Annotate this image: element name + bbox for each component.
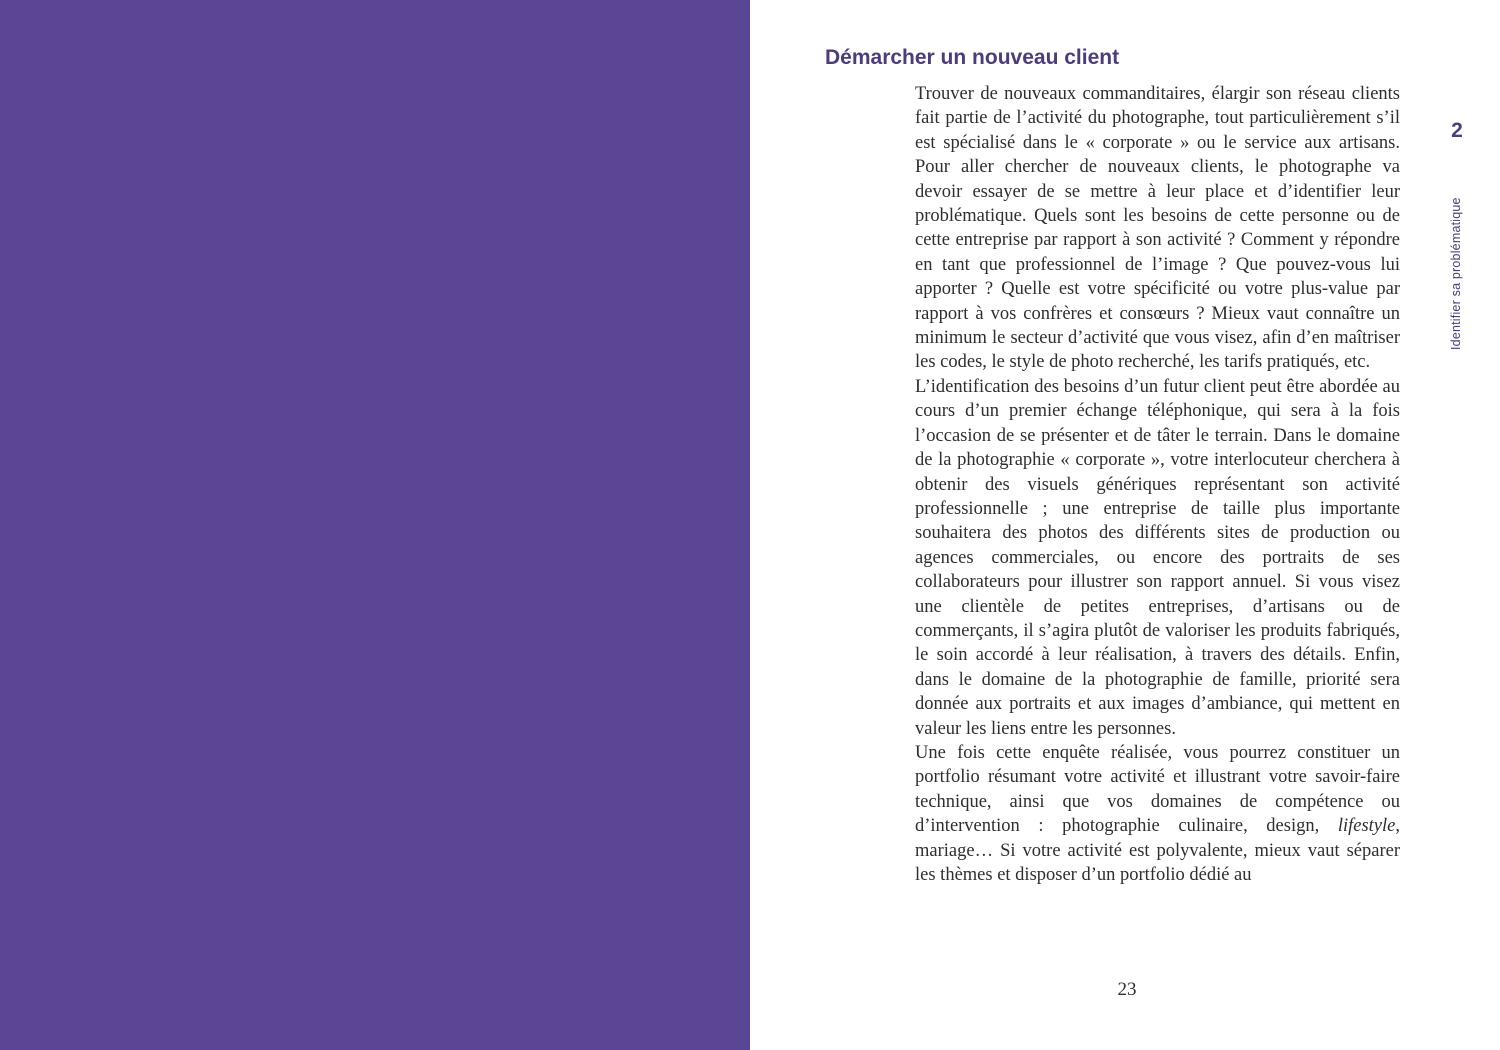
chapter-number: 2 xyxy=(1451,119,1463,142)
paragraph-3 xyxy=(915,741,1400,887)
paragraph-3-text-before: Une fois cette enquête réalisée, vous pourrez constituer un portfolio résumant votre activité et illustrant votre savoir-faire technique, ainsi que vos domaines de compétence ou d’intervention : photographie culinaire, design, xyxy=(915,742,1400,837)
chapter-title: Identifier sa problématique xyxy=(1449,197,1463,350)
italic-term: lifestyle xyxy=(1337,816,1396,837)
paragraph-1: Trouver de nouveaux commanditaires, élargir son réseau clients fait partie de l’activité du photographe, tout particulièrement s’il est spécialisé dans le « corporate » ou le service aux artisans. Pour aller chercher de nouveaux clients, le photographe va devoir essayer de se mettre à leur place et d’identifier leur problématique. Quels sont les besoins de cette personne ou de cette entreprise par rapport à son activité ? Comment y répondre en tant que professionnel de l’image ? Que pouvez-vous lui apporter ? Quelle est votre spécificité ou votre plus-value par rapport à vos confrères et consœurs ? Mieux vaut connaître un minimum le secteur d’activité que vous visez, afin d’en maîtriser les codes, le style de photo recherché, les tarifs pratiqués, etc. xyxy=(915,84,1400,373)
chapter-tab xyxy=(1446,160,1466,350)
right-page xyxy=(750,0,1500,1050)
section-title: Démarcher un nouveau client xyxy=(825,46,1120,69)
paragraph-3-text-after: , mariage… Si votre activité est polyvalente, mieux vaut séparer les thèmes et disposer d’un portfolio dédié au xyxy=(915,816,1400,885)
page-number: 23 xyxy=(1117,979,1137,1000)
paragraph-2: L’identification des besoins d’un futur client peut être abordée au cours d’un premier échange téléphonique, qui sera à la fois l’occasion de se présenter et de tâter le terrain. Dans le domaine de la photographie « corporate », votre interlocuteur cherchera à obtenir des visuels génériques représentant son activité professionnelle ; une entreprise de taille plus importante souhaitera des photos des différents sites de production ou agences commerciales, ou encore des portraits de ses collaborateurs pour illustrer son rapport annuel. Si vous visez une clientèle de petites entreprises, d’artisans ou de commerçants, il s’agira plutôt de valoriser les produits fabriqués, le soin accordé à leur réalisation, à travers des détails. Enfin, dans le domaine de la photographie de famille, priorité sera donnée aux portraits et aux images d’ambiance, qui mettent en valeur les liens entre les personnes. xyxy=(915,376,1400,739)
body-text xyxy=(915,82,1400,887)
